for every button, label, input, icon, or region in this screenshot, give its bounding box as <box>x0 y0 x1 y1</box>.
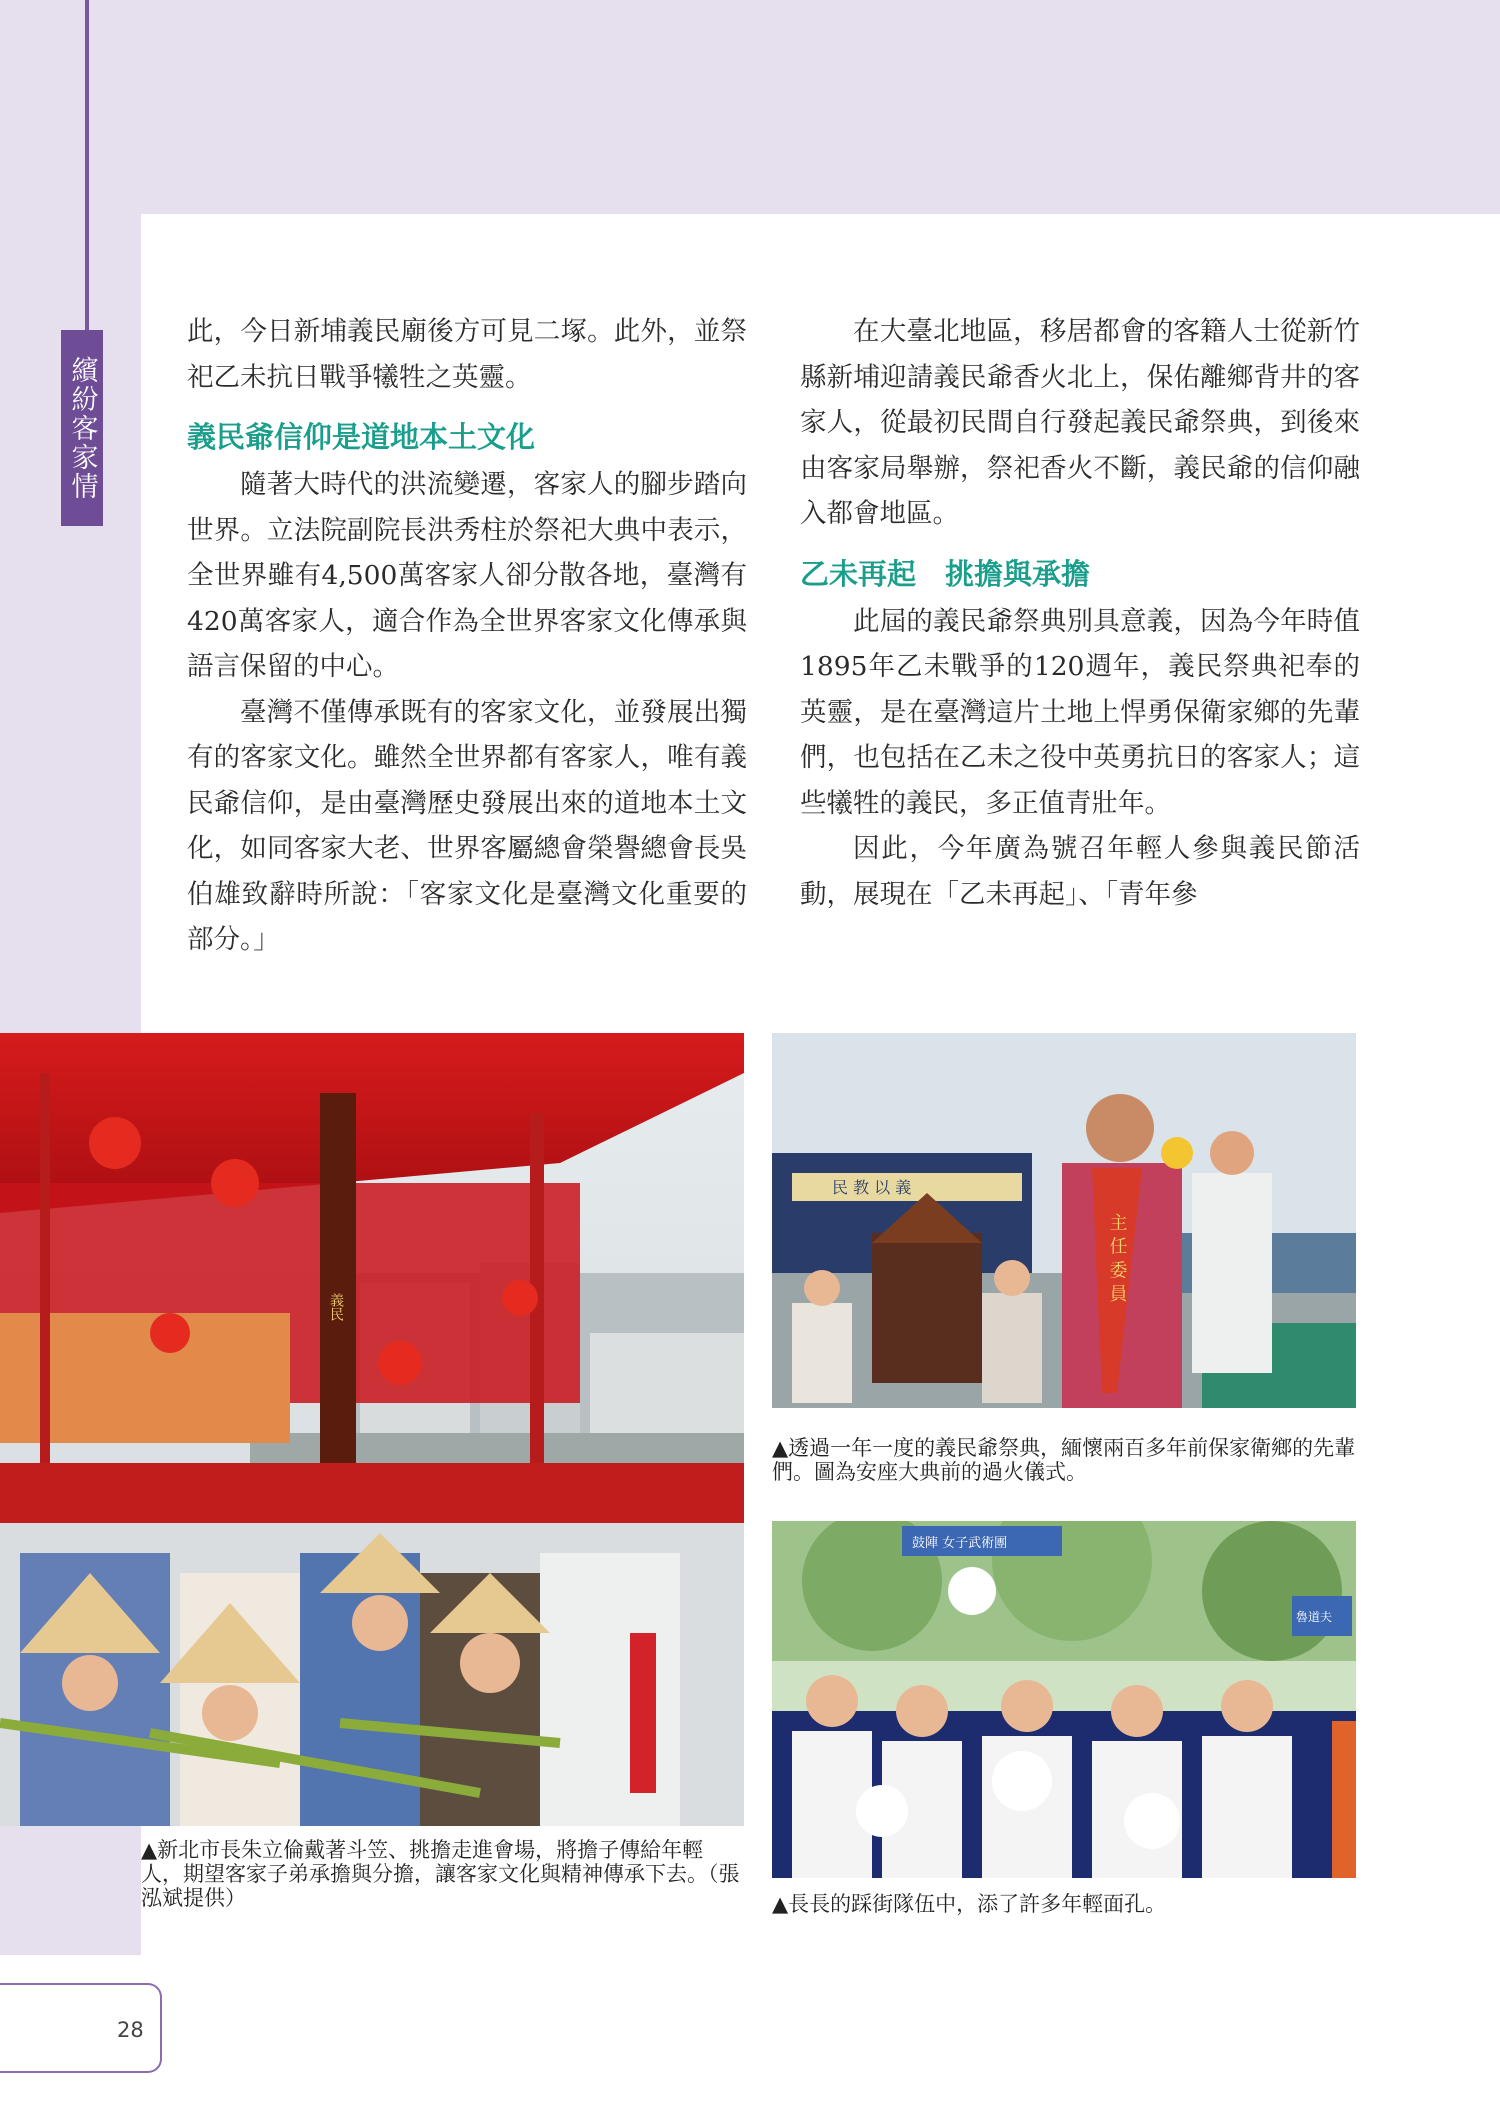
right-intro-paragraph: 在大臺北地區，移居都會的客籍人士從新竹縣新埔迎請義民爺香火北上，保佑離鄉背井的客家人，從最初民間自行發起義民爺祭典，到後來由客家局舉辦，祭祀香火不斷，義民爺的信仰融入都會地區。 <box>800 316 1360 529</box>
left-column <box>187 309 747 963</box>
top-margin-band <box>141 0 1500 214</box>
photo-fire-ceremony <box>772 1033 1356 1408</box>
photo-street-parade <box>772 1521 1356 1878</box>
caption-bottom-right-photo: ▲長長的踩街隊伍中，添了許多年輕面孔。 <box>772 1892 1167 1916</box>
left-intro-paragraph: 此，今日新埔義民廟後方可見二塚。此外，並祭祀乙未抗日戰爭犧牲之英靈。 <box>187 316 747 393</box>
sash-text: 主 任 委 員 <box>1106 1213 1128 1303</box>
margin-rule <box>85 0 89 330</box>
sign-left: 鼓陣 女子武術團 <box>912 1536 1008 1551</box>
caption-top-right-photo: ▲透過一年一度的義民爺祭典，緬懷兩百多年前保家衛鄉的先輩們。圖為安座大典前的過火儀式。 <box>772 1436 1356 1484</box>
photo-shoulder-pole-procession <box>0 1033 744 1826</box>
left-paragraph-2: 臺灣不僅傳承既有的客家文化，並發展出獨有的客家文化。雖然全世界都有客家人，唯有義民爺信仰，是由臺灣歷史發展出來的道地本土文化，如同客家大老、世界客屬總會榮譽總會長吳伯雄致辭時所說：「客家文化是臺灣文化重要的部分。」 <box>187 696 747 955</box>
page-number: 28 <box>117 2018 144 2042</box>
section-tab: 繽紛客家情 <box>61 330 103 526</box>
right-paragraph-2: 因此，今年廣為號召年輕人參與義民節活動，展現在「乙未再起」、「青年參 <box>800 833 1360 910</box>
left-paragraph-1: 隨著大時代的洪流變遷，客家人的腳步踏向世界。立法院副院長洪秀柱於祭祀大典中表示，全世界雖有4,500萬客家人卻分散各地，臺灣有420萬客家人，適合作為全世界客家文化傳承與語言保留的中心。 <box>187 469 747 682</box>
right-paragraph-1: 此屆的義民爺祭典別具意義，因為今年時值1895年乙未戰爭的120週年，義民祭典祀奉的英靈，是在臺灣這片土地上悍勇保衛家鄉的先輩們，也包括在乙未之役中英勇抗日的客家人；這些犧牲的義民，多正值青壯年。 <box>800 605 1360 819</box>
left-section-heading: 義民爺信仰是道地本土文化 <box>187 420 536 454</box>
sign-right: 魯道夫 <box>1296 1610 1333 1624</box>
caption-left-photo: ▲新北市長朱立倫戴著斗笠、挑擔走進會場，將擔子傳給年輕人，期望客家子弟承擔與分擔，讓客家文化與精神傳承下去。（張泓斌提供） <box>141 1838 740 1910</box>
gate-sign: 民 教 以 義 <box>832 1178 912 1197</box>
right-column <box>800 309 1360 917</box>
right-section-heading: 乙未再起 挑擔與承擔 <box>800 556 1091 591</box>
stage-sign: 義民 <box>328 1293 344 1321</box>
